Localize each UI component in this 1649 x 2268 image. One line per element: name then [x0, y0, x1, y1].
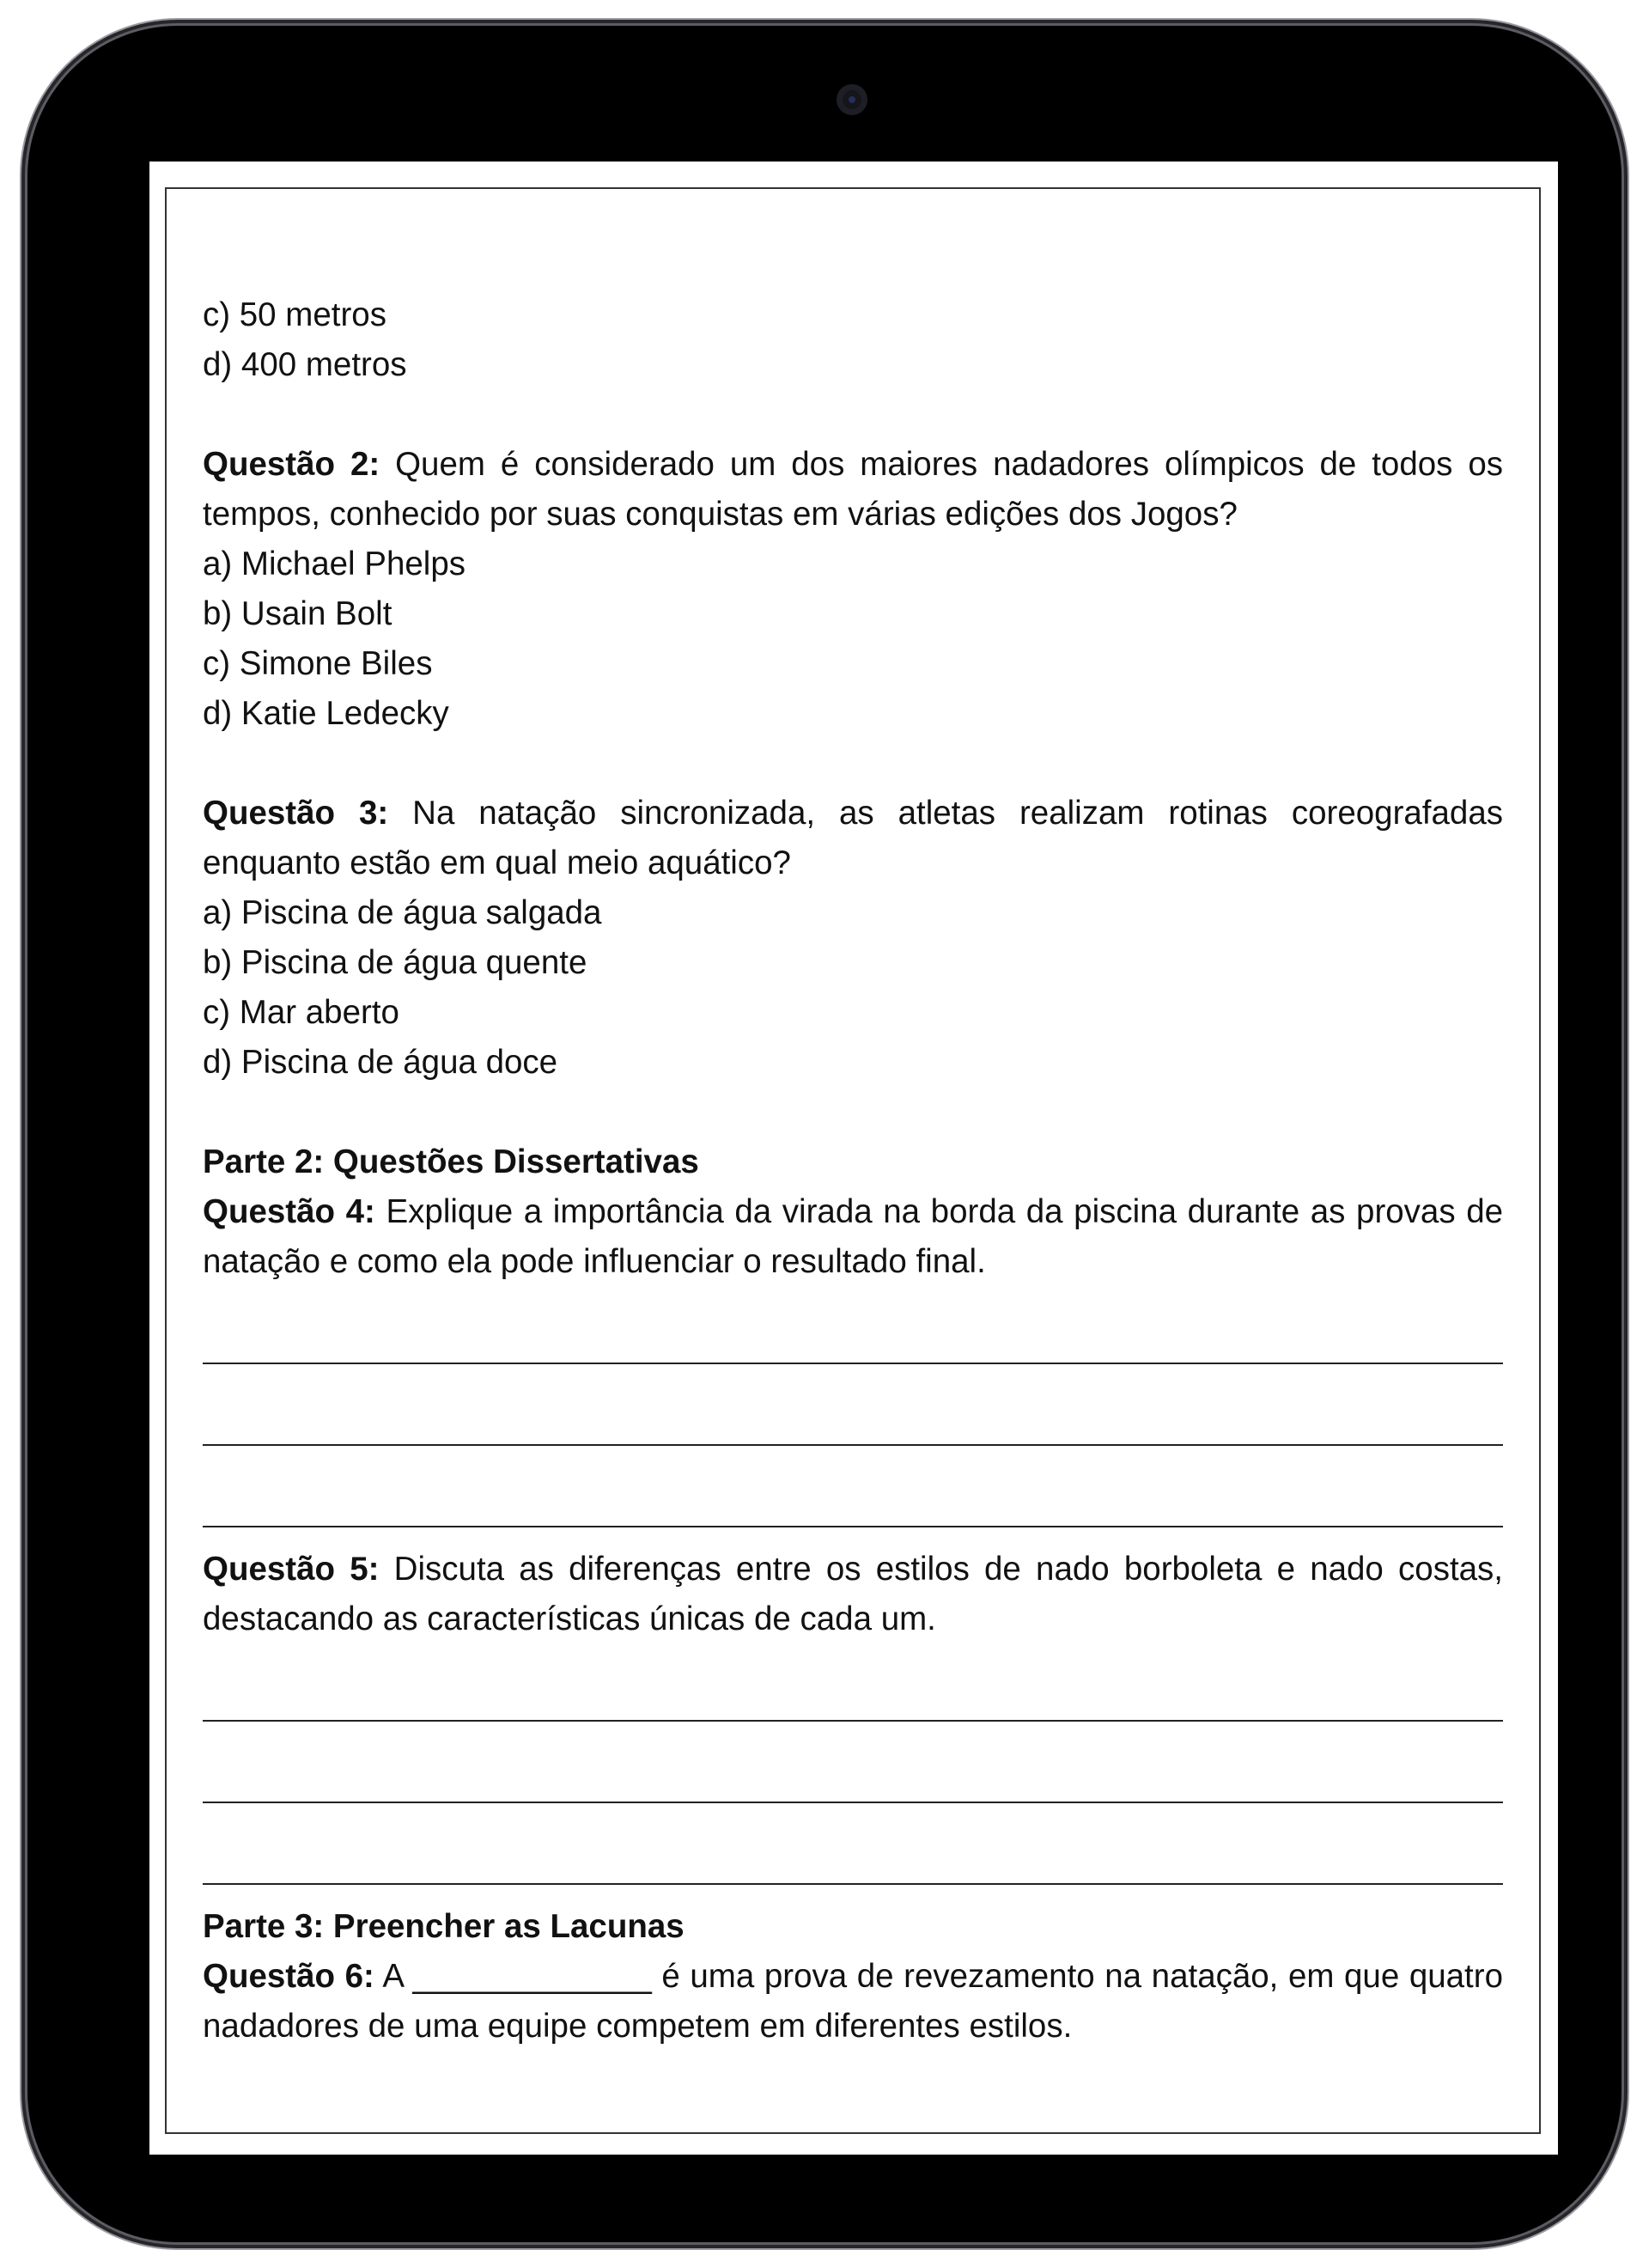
q3-option-b: b) Piscina de água quente: [203, 944, 587, 981]
q1-option-c: c) 50 metros: [203, 296, 386, 333]
answer-line[interactable]: [203, 1722, 1503, 1803]
answer-line[interactable]: [203, 1644, 1503, 1722]
q2-option-c: c) Simone Biles: [203, 645, 433, 682]
answer-line[interactable]: [203, 1446, 1503, 1527]
question-5: [203, 1545, 1503, 1644]
document-content: [203, 290, 1503, 2052]
q3-option-c: c) Mar aberto: [203, 994, 399, 1031]
question-6-label: Questão 6:: [203, 1958, 374, 1995]
question-4: [203, 1187, 1503, 1287]
q3-option-d: d) Piscina de água doce: [203, 1044, 558, 1081]
question-6-text-before: A: [382, 1958, 403, 1995]
tablet-screen: [149, 162, 1558, 2155]
question-4-text: Explique a importância da virada na borda da piscina durante as provas de natação e como ela pode influenciar o resultado final.: [203, 1193, 1504, 1280]
question-2: [203, 440, 1503, 540]
question-6: [203, 1952, 1503, 2052]
answer-line[interactable]: [203, 1803, 1503, 1885]
tablet-device: [27, 26, 1622, 2242]
q3-option-a: a) Piscina de água salgada: [203, 894, 602, 931]
question-4-label: Questão 4:: [203, 1193, 375, 1230]
question-5-label: Questão 5:: [203, 1551, 380, 1588]
front-camera-icon: [837, 84, 867, 115]
answer-line[interactable]: [203, 1364, 1503, 1446]
question-3-label: Questão 3:: [203, 795, 389, 832]
part-3-title: Parte 3: Preencher as Lacunas: [203, 1908, 685, 1945]
part-2-title: Parte 2: Questões Dissertativas: [203, 1143, 699, 1180]
question-5-text: Discuta as diferenças entre os estilos de nado borboleta e nado costas, destacando as características únicas de cada um.: [203, 1551, 1504, 1637]
q2-option-b: b) Usain Bolt: [203, 595, 392, 632]
q2-option-a: a) Michael Phelps: [203, 546, 466, 582]
question-6-text-after: é uma prova de revezamento na natação, em que quatro nadadores de uma equipe competem em diferentes estilos.: [203, 1958, 1503, 2045]
q1-option-d: d) 400 metros: [203, 346, 407, 383]
question-3: [203, 789, 1503, 888]
fill-in-blank[interactable]: _____________: [412, 1958, 652, 1995]
question-2-text: Quem é considerado um dos maiores nadadores olímpicos de todos os tempos, conhecido por suas conquistas em várias edições dos Jogos?: [203, 446, 1503, 533]
answer-line[interactable]: [203, 1287, 1503, 1364]
question-3-text: Na natação sincronizada, as atletas realizam rotinas coreografadas enquanto estão em qual meio aquático?: [203, 795, 1503, 881]
q2-option-d: d) Katie Ledecky: [203, 695, 449, 732]
question-2-label: Questão 2:: [203, 446, 380, 483]
